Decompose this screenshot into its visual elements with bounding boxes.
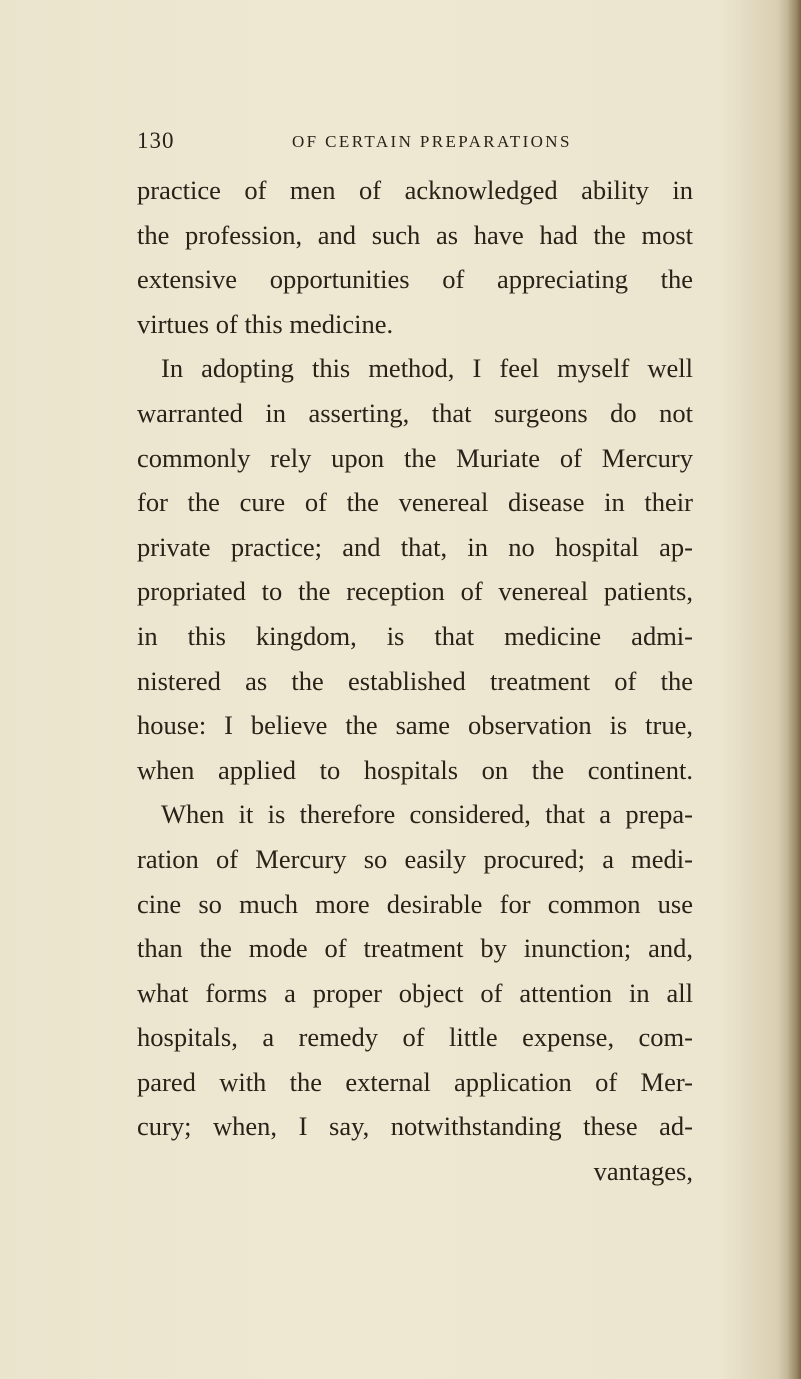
page-number: 130 — [137, 128, 175, 153]
catchword: vantages, — [593, 1156, 693, 1187]
text-line: cine so much more desirable for common use — [137, 888, 693, 919]
text-line: house: I believe the same observation is true, — [137, 710, 693, 741]
text-line: hospitals, a remedy of little expense, com- — [137, 1022, 693, 1053]
text-line: When it is therefore considered, that a prepa- — [161, 799, 693, 830]
text-line: private practice; and that, in no hospital ap- — [137, 531, 693, 562]
running-head: OF CERTAIN PREPARATIONS — [292, 132, 572, 151]
text-line: practice of men of acknowledged ability in — [137, 175, 693, 205]
text-line: pared with the external application of Mer- — [137, 1066, 693, 1097]
text-line: warranted in asserting, that surgeons do not — [137, 397, 693, 428]
text-line: virtues of this medicine. — [137, 308, 394, 339]
text-line: in this kingdom, is that medicine admi- — [137, 620, 693, 651]
text-line: commonly rely upon the Muriate of Mercury — [137, 442, 693, 473]
text-line: In adopting this method, I feel myself well — [161, 353, 693, 384]
text-line: what forms a proper object of attention in all — [137, 977, 693, 1008]
text-line: the profession, and such as have had the most — [137, 219, 693, 250]
text-line: extensive opportunities of appreciating the — [137, 264, 693, 295]
text-line: propriated to the reception of venereal patients, — [137, 576, 693, 607]
text-line: ration of Mercury so easily procured; a medi- — [137, 843, 693, 874]
text-line: for the cure of the venereal disease in their — [137, 487, 693, 518]
text-line: nistered as the established treatment of the — [137, 665, 693, 696]
text-line: than the mode of treatment by inunction; and, — [137, 933, 693, 964]
body-text — [137, 168, 693, 1194]
text-line: cury; when, I say, notwithstanding these ad- — [137, 1111, 693, 1142]
page-header — [137, 128, 697, 160]
text-line: when applied to hospitals on the continent. — [137, 754, 693, 785]
spine-shadow — [787, 0, 801, 1379]
